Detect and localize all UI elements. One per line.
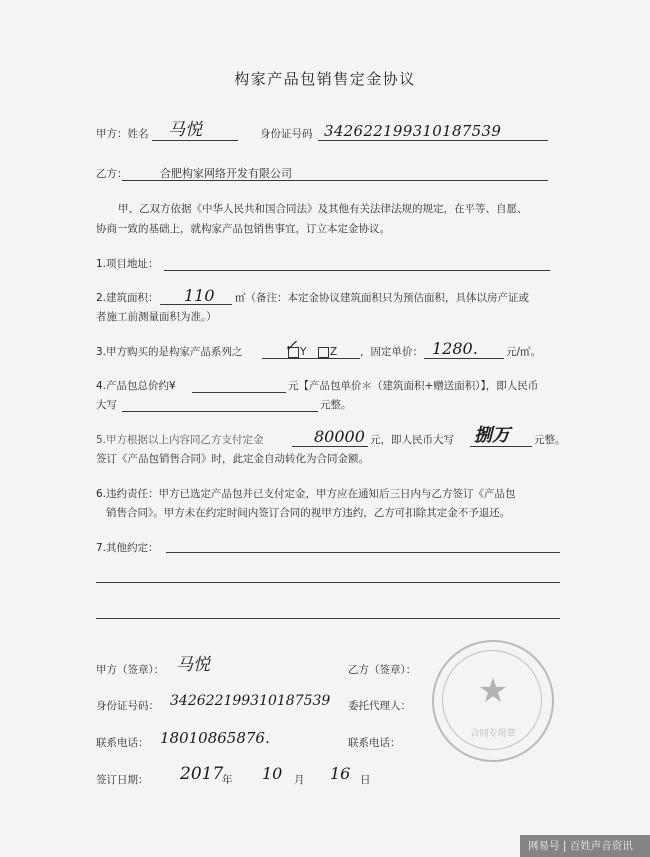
- deposit-amount: 80000: [314, 427, 365, 446]
- party-b-phone-label: 联系电话：: [348, 737, 401, 749]
- party-a-phone-value: 18010865876.: [160, 729, 270, 747]
- item-4-formula: 元【产品包单价＊（建筑面积+赠送面积）】，即人民币: [288, 380, 539, 392]
- document-title: 构家产品包销售定金协议: [234, 70, 416, 88]
- party-a-name-line: [152, 140, 238, 141]
- watermark: 网易号 | 百姓声音资讯: [520, 835, 650, 857]
- party-a-signature: 马悦: [176, 655, 210, 675]
- party-a-phone-label: 联系电话：: [96, 737, 149, 749]
- agent-label: 委托代理人：: [348, 700, 411, 712]
- price-unit: 元/㎡。: [506, 346, 542, 358]
- other-terms-line-3: [96, 618, 560, 619]
- sign-date-label: 签订日期：: [96, 774, 149, 786]
- other-terms-line-1: [166, 552, 560, 553]
- series-z-checkbox: [318, 347, 329, 358]
- item-5-tail: 元整。: [534, 434, 566, 446]
- party-a-label: 甲方：姓名: [96, 128, 149, 140]
- sign-month-value: 10: [262, 764, 283, 783]
- check-mark-icon: ✓: [284, 336, 298, 355]
- party-a-id-label: 身份证号码: [260, 128, 313, 140]
- intro-line-2: 协商一致的基础上，就构家产品包销售事宜，订立本定金协议。: [96, 223, 390, 235]
- intro-line-1: 甲、乙双方依据《中华人民共和国合同法》及其他有关法律法规的规定，在平等、自愿、: [118, 203, 528, 215]
- deposit-amount-words: 捌万: [474, 425, 510, 446]
- deposit-words-line: [470, 446, 532, 447]
- price-value: 1280.: [432, 339, 478, 358]
- series-z-label: Z: [330, 346, 338, 358]
- sign-year-value: 2017: [180, 764, 224, 784]
- series-line: [262, 358, 360, 359]
- item-6-line-2: 销售合同》。甲方未在约定时间内签订合同的视甲方违约，乙方可扣除其定金不予退还。: [106, 507, 511, 519]
- price-label: ，固定单价：: [360, 346, 423, 358]
- item-4-line-2-unit: 元整。: [320, 399, 352, 411]
- price-line: [424, 358, 504, 359]
- sign-day-unit: 日: [360, 774, 371, 786]
- sign-id-label: 身份证号码：: [96, 700, 159, 712]
- seal-star-icon: ★: [477, 671, 509, 711]
- party-a-name: 马悦: [168, 120, 202, 140]
- item-5-label: 5.甲方根据以上内容同乙方支付定金: [96, 434, 264, 446]
- item-6-line-1: 6.违约责任：甲方已选定产品包并已支付定金，甲方应在通知后三日内与乙方签订《产品包: [96, 488, 516, 500]
- other-terms-line-2: [96, 582, 560, 583]
- area-value: 110: [184, 286, 215, 305]
- item-1-label: 1.项目地址：: [96, 258, 159, 270]
- sign-day-value: 16: [330, 764, 351, 783]
- seal-text: 合同专用章: [470, 729, 516, 739]
- item-2-note-2: 者施工前测量面积为准。）: [96, 311, 217, 323]
- item-3-label: 3.甲方购买的是构家产品系列之: [96, 346, 243, 358]
- total-words-line: [122, 411, 318, 412]
- party-b-label: 乙方：: [96, 168, 128, 180]
- item-4-line-2-label: 大写: [96, 399, 117, 411]
- total-price-line: [192, 392, 286, 393]
- company-seal: [432, 640, 554, 762]
- deposit-line: [292, 446, 368, 447]
- item-5-mid: 元，即人民币大写: [370, 434, 454, 446]
- series-y-label: Y: [300, 346, 307, 358]
- item-7-label: 7.其他约定：: [96, 542, 159, 554]
- party-a-sign-label: 甲方（签章）：: [96, 664, 165, 676]
- sign-year-unit: 年: [222, 774, 233, 786]
- item-4-label: 4.产品包总价约¥: [96, 380, 176, 392]
- party-b-name: 合肥构家网络开发有限公司: [160, 167, 292, 180]
- project-address-line: [164, 270, 550, 271]
- party-a-id-number: 342622199310187539: [324, 122, 502, 140]
- party-a-id-line: [318, 140, 548, 141]
- party-b-sign-label: 乙方（签章）：: [348, 664, 417, 676]
- sign-id-value: 342622199310187539: [170, 693, 331, 709]
- item-5-line-2: 签订《产品包销售合同》时，此定金自动转化为合同金额。: [96, 453, 369, 465]
- item-2-note: ㎡（备注：本定金协议建筑面积只为预估面积，具体以房产证或: [235, 292, 529, 304]
- sign-month-unit: 月: [294, 774, 305, 786]
- item-2-label: 2.建筑面积：: [96, 292, 159, 304]
